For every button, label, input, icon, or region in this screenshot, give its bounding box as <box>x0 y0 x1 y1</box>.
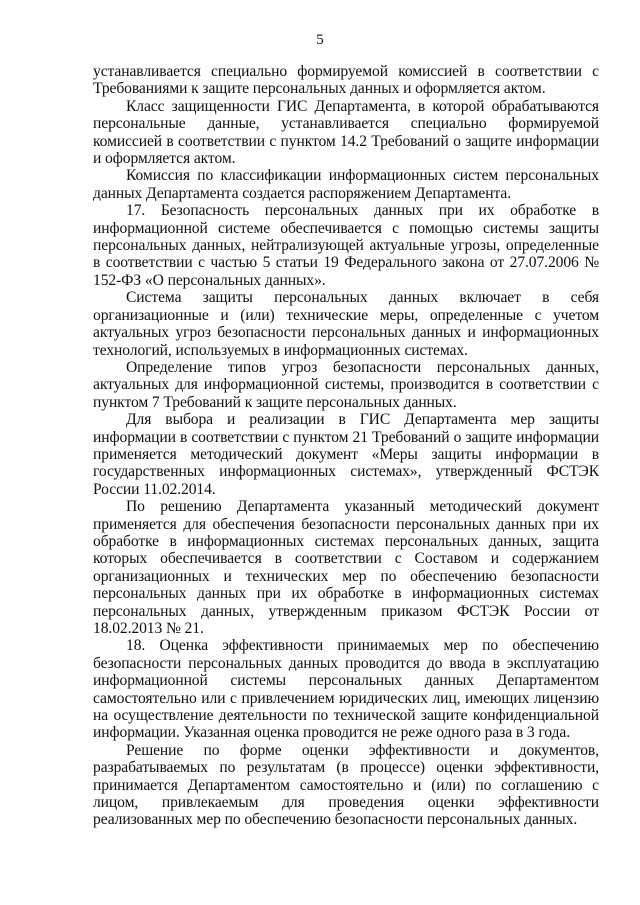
paragraph-continuation: устанавливается специально формируемой комиссией в соответствии с Требованиями к защите персональных данных и оформляется актом. <box>93 63 599 98</box>
paragraph-department-decision: По решению Департамента указанный методический документ применяется для обеспечения безопасности персональных данных при их обработке в информационных системах персональных данных, защита которых обеспечивается в соответствии с Составом и содержанием организационных и технических мер по обеспечению безопасности персональных данных при их обработке в информационных системах персональных данных, утвержденным приказом ФСТЭК России от 18.02.2013 № 21. <box>93 498 599 637</box>
paragraph-security-class: Класс защищенности ГИС Департамента, в которой обрабатываются персональные данные, устанавливается специально формируемой комиссией в соответствии с пунктом 14.2 Требований о защите информации и оформляется актом. <box>93 97 599 168</box>
paragraph-item-18: 18. Оценка эффективности принимаемых мер по обеспечению безопасности персональных данных проводится до ввода в эксплуатацию информационной системы персональных данных Департаментом самостоятельно или с привлечением юридических лиц, имеющих лицензию на осуществление деятельности по технической защите конфиденциальной информации. Указанная оценка проводится не реже одного раза в 3 года. <box>93 637 599 742</box>
paragraph-protection-system: Система защиты персональных данных включает в себя организационные и (или) технические меры, определенные с учетом актуальных угроз безопасности персональных данных и информационных технологий, используемых в информационных системах. <box>93 289 599 359</box>
document-body <box>93 63 599 829</box>
paragraph-item-17: 17. Безопасность персональных данных при их обработке в информационной системе обеспечивается с помощью системы защиты персональных данных, нейтрализующей актуальные угрозы, определенные в соответствии с частью 5 статьи 19 Федерального закона от 27.07.2006 № 152-ФЗ «О персональных данных». <box>93 202 599 289</box>
paragraph-assessment-decision: Решение по форме оценки эффективности и документов, разрабатываемых по результатам (в процессе) оценки эффективности, принимается Департаментом самостоятельно и (или) по соглашению с лицом, привлекаемым для проведения оценки эффективности реализованных мер по обеспечению безопасности персональных данных. <box>93 741 599 829</box>
page-number: 5 <box>316 32 324 48</box>
paragraph-commission: Комиссия по классификации информационных систем персональных данных Департамента создается распоряжением Департамента. <box>93 167 599 202</box>
paragraph-threat-types: Определение типов угроз безопасности персональных данных, актуальных для информационной системы, производится в соответствии с пунктом 7 Требований к защите персональных данных. <box>93 358 599 411</box>
paragraph-measure-selection: Для выбора и реализации в ГИС Департамента мер защиты информации в соответствии с пунктом 21 Требований о защите информации применяется методический документ «Меры защиты информации в государственных информационных системах», утвержденный ФСТЭК России 11.02.2014. <box>93 411 599 498</box>
